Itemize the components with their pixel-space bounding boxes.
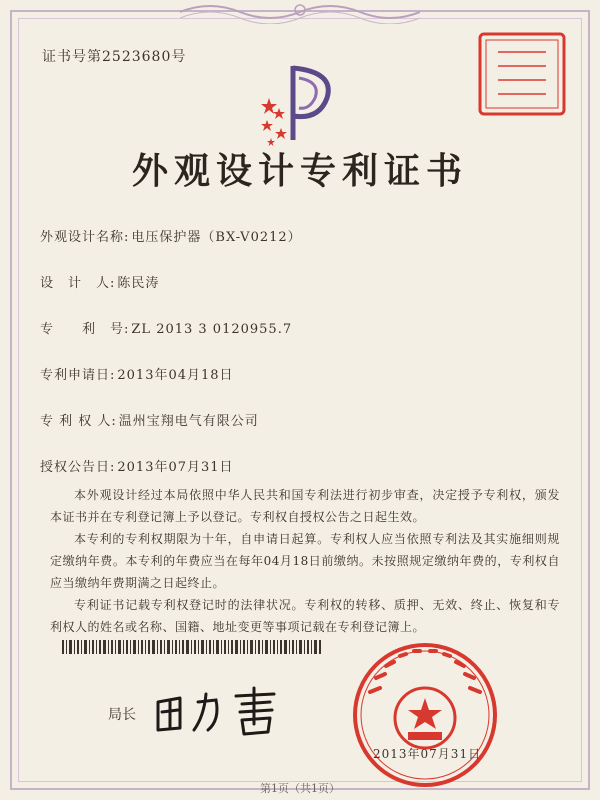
director-label: 局长 (108, 707, 136, 723)
designer-row (40, 272, 159, 291)
certificate-title: 外观设计专利证书 (131, 150, 468, 192)
design-name-label: 外观设计名称: (40, 230, 130, 245)
filing-date-value: 2013年04月18日 (117, 368, 234, 383)
patent-office-logo-icon (255, 58, 345, 148)
filing-date-label: 专利申请日: (40, 368, 116, 383)
grant-date-value: 2013年07月31日 (117, 460, 234, 475)
top-ornament-icon (180, 0, 420, 24)
seal-date: 2013年07月31日 (373, 747, 482, 761)
patentee-value: 温州宝翔电气有限公司 (118, 414, 259, 429)
filing-date-row (40, 364, 234, 383)
design-name-row (40, 226, 302, 245)
grant-date-label: 授权公告日: (40, 460, 116, 475)
patent-number-label: 专 利 号: (40, 322, 130, 337)
certificate-number: 证书号第2523680号 (42, 49, 187, 65)
body-paragraph: 本外观设计经过本局依照中华人民共和国专利法进行初步审查，决定授予专利权，颁发本证书并在专利登记簿上予以登记。专利权自授权公告之日起生效。 (50, 488, 560, 524)
patentee-row (40, 410, 259, 429)
designer-value: 陈民涛 (117, 276, 160, 291)
official-seal-icon (350, 640, 500, 790)
patentee-label: 专 利 权 人: (40, 414, 117, 429)
barcode-icon (62, 640, 322, 654)
body-paragraph: 专利证书记载专利权登记时的法律状况。专利权的转移、质押、无效、终止、恢复和专利权人的姓名或名称、国籍、地址变更等事项记载在专利登记簿上。 (50, 598, 560, 634)
design-name-value: 电压保护器（BX-V0212） (131, 230, 302, 245)
grant-date-row (40, 456, 234, 475)
handwritten-signature-icon (150, 680, 300, 740)
designer-label: 设 计 人: (40, 276, 116, 291)
patent-number-row (40, 318, 292, 337)
certificate-body (50, 484, 560, 638)
patent-number-value: ZL 2013 3 0120955.7 (131, 322, 293, 337)
body-paragraph: 本专利的专利权期限为十年，自申请日起算。专利权人应当依照专利法及其实施细则规定缴纳年费。本专利的年费应当在每年04月18日前缴纳。未按照规定缴纳年费的，专利权自应当缴纳年费期满之日起终止。 (50, 532, 560, 590)
tax-seal-icon (472, 24, 572, 124)
page-footer: 第1页（共1页） (260, 782, 340, 795)
